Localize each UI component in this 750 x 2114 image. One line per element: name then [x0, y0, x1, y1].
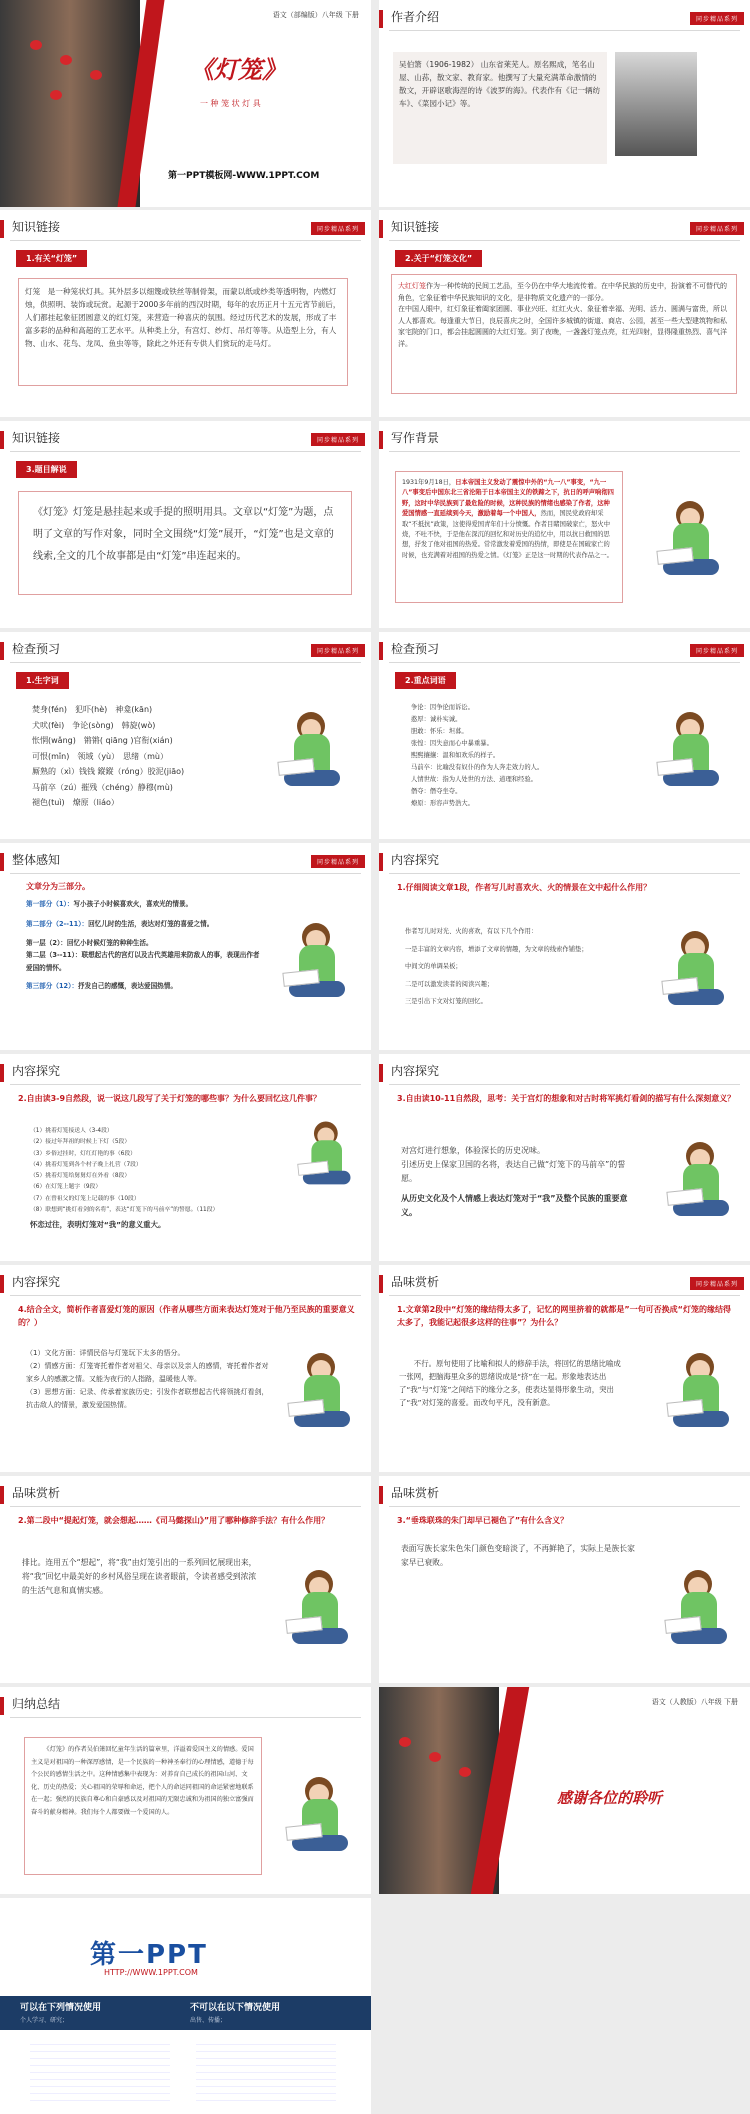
- question: 1.文章第2段中“灯笼的缘结得太多了，记忆的网里挤着的就都是”一句可否换成“灯笼的缘结得太多了，我能记起很多这样的往事”？为什么？: [397, 1305, 731, 1327]
- appreciate-slide-3: [379, 1476, 750, 1683]
- girl-illustration: [649, 712, 729, 812]
- girl-illustration: [654, 931, 734, 1031]
- question: 1.仔细阅读文章1段，作者写儿时喜欢火、火的情景在文中起什么作用？: [397, 883, 652, 892]
- answer-text: 不行。原句使用了比喻和拟人的修辞手法，将回忆的思绪比喻成一张网，把脑海里众多的思绪说成是“挤”在一起。形象地表达出了“我”与“灯笼”之间结下的缘分之多，使表达显得形象生动，突出了“我”对灯笼的喜爱。而改句平凡，没有新意。: [399, 1359, 621, 1407]
- word-list: 争论：因争论而诉讼。 憨厚：诚朴实诚。 胆敢：怀乐：坦暮。 张惶：因失意而心中暴重暴。 熙熙攘攘：温和如欢乐的样子。 马前卒：比喻没有奴仆的作为人奔走效力的人。 人情世故：指为人处世的方法、道理和经验。 僭夺：僭夺坐夺。 燎原：形容声势浩大。: [411, 704, 544, 807]
- brand-url: HTTP://WWW.1PPT.COM: [104, 1968, 198, 1977]
- series-tag: 同步精品系列: [311, 222, 365, 235]
- appreciate-slide-2: [0, 1476, 371, 1683]
- slide-title: 检查预习: [12, 642, 61, 656]
- girl-illustration: [270, 712, 350, 812]
- girl-illustration: [657, 1570, 737, 1670]
- explore-slide-3: [379, 1054, 750, 1261]
- girl-illustration: [275, 923, 355, 1023]
- cover-subtitle: 一 种 笼 状 灯 具: [200, 99, 261, 108]
- brand-slide: [0, 1898, 371, 2114]
- preview-slide-1: [0, 632, 371, 839]
- background-slide: [379, 421, 750, 628]
- slide-title: 内容探究: [12, 1064, 61, 1078]
- explore-slide-4: [0, 1265, 371, 1472]
- question: 3.自由读10-11自然段，思考：关于宫灯的想象和对古时将军挑灯看剑的描写有什么深刻意义？: [397, 1094, 736, 1103]
- question: 2.第二段中“提起灯笼，就会想起……《司马懿探山》”用了哪种修辞手法？有什么作用？: [18, 1516, 330, 1525]
- answer-text: 表面写族长家朱色朱门颜色变暗淡了，不再鲜艳了，实际上是族长家家早已衰败。: [401, 1544, 635, 1567]
- slide-title: 整体感知: [12, 853, 61, 867]
- slide-title: 品味赏析: [391, 1486, 440, 1500]
- no-title: 不可以在以下情况使用: [190, 2003, 281, 2013]
- slide-title: 品味赏析: [12, 1486, 61, 1500]
- series-tag: 同步精品系列: [690, 644, 744, 657]
- slide-title: 归纳总结: [12, 1697, 61, 1711]
- title-explain: 《灯笼》灯笼是悬挂起来或手提的照明用具。文章以“灯笼”为题，点明了文章的写作对象，同时全文围绕“灯笼”展开，“灯笼”也是文章的线索,全文的几个故事都是由“灯笼”串连起来的。: [18, 491, 352, 595]
- answer-list: 作者写儿时对光、火的喜欢，有以下几个作用： 一是丰富的文章内容，增添了文章的情趣，为文章的线索作铺垫； 中间文的单调呆板； 二是可以激发读者的阅读兴趣； 三是引出下文对灯笼的回忆。: [405, 928, 588, 1005]
- background-text: 1931年9月18日，日本帝国主义发动了震惊中外的“九一八”事变，“九一八”事变后中国东北三省沦陷于日本帝国主义的铁蹄之下，抗日的呼声响彻四野，这时中华民族到了最危险的时候，这种民族的情绪也感染了作者，这种爱国情感一直延续到今天，激励着每一个中国人，然而，国民党政府却采取“不抵抗”政策，这使得爱国青年们十分愤慨。作者目睹国破家亡，怒火中烧，不吐不快，于是他在深沉的回忆和对历史的追忆中，用以抗日救国的思想，抒发了他对祖国的热爱。常常激发着爱国的热情，即使是在国破家亡的时候，也充满着对祖国的热爱之情。《灯笼》正是这一时期的代表作品之一。: [395, 471, 623, 603]
- girl-illustration: [659, 1142, 739, 1242]
- appreciate-slide-1: [379, 1265, 750, 1472]
- knowledge-slide-2: [379, 210, 750, 417]
- slide-title: 知识链接: [391, 220, 440, 234]
- summary-text: 《灯笼》的作者吴伯箫回忆童年生活的篇章里，洋溢着爱国主义的情感。爱国主义是对祖国的一种深厚感情，是一个民族的一种神圣奉行的心理情感，道德于每个公民的感情生活之中。这种情感集中表现为：对养育自己成长的祖国山河、文化、历史的热爱；关心祖国的荣辱和命运，把个人的命运同祖国的命运紧密地联系在一起；强烈的民族自尊心和自豪感以及对祖国的无限忠诚和为祖国的独立富强而奋斗的献身精神。我们每个人都要做一个爱国的人。: [24, 1737, 262, 1875]
- girl-illustration: [280, 1353, 360, 1453]
- girl-illustration: [649, 501, 729, 601]
- series-tag: 同步精品系列: [690, 12, 744, 25]
- no-sub: 出售、传播；: [190, 2017, 227, 2024]
- series-tag: 同步精品系列: [311, 855, 365, 868]
- slide-title: 品味赏析: [391, 1275, 440, 1289]
- question: 2.自由读3-9自然段，说一说这几段写了关于灯笼的哪些事？为什么要回忆这几件事？: [18, 1094, 322, 1103]
- series-tag: 同步精品系列: [690, 222, 744, 235]
- author-text: 吴伯箫（1906-1982） 山东省莱芜人。原名熙成，笔名山屋、山荪，散文家、教育家。他撰写了大量充满革命激情的散文，开辟讴歌海涅的诗《波罗的海》。代表作有《记一辆纺车》、《菜园小记》等。: [393, 52, 607, 164]
- girl-illustration: [659, 1353, 739, 1453]
- slide-title: 内容探究: [391, 853, 440, 867]
- thanks-slide: [379, 1687, 750, 1894]
- slide-title: 写作背景: [391, 431, 440, 445]
- slide-title: 内容探究: [391, 1064, 440, 1078]
- knowledge-slide-1: [0, 210, 371, 417]
- slide-title: 知识链接: [12, 431, 61, 445]
- author-slide: [379, 0, 750, 207]
- section-pill: 2.重点词语: [395, 672, 456, 689]
- brand-logo: 第一PPT: [90, 1940, 208, 1970]
- question: 4.结合全文，简析作者喜爱灯笼的原因（作者从哪些方面来表达灯笼对于他乃至民族的重要意义的？）: [18, 1305, 355, 1327]
- slide-title: 检查预习: [391, 642, 440, 656]
- explore-slide-1: [379, 843, 750, 1050]
- cover-slide: [0, 0, 371, 207]
- thanks-header: 语文（人教版）八年级 下册: [651, 1698, 738, 1706]
- series-tag: 同步精品系列: [311, 644, 365, 657]
- street-photo: [0, 0, 140, 207]
- section-pill: 2.关于“灯笼文化”: [395, 250, 482, 267]
- knowledge-slide-3: [0, 421, 371, 628]
- thanks-text: 感谢各位的聆听: [557, 1789, 663, 1807]
- series-tag: 同步精品系列: [311, 433, 365, 446]
- girl-illustration: [291, 1122, 359, 1207]
- preview-slide-2: [379, 632, 750, 839]
- knowledge-text: 大红灯笼作为一种传统的民间工艺品，至今仍在中华大地流传着。在中华民族的历史中，扮演着不可替代的角色，它象征着中华民族知识的文化，是非物质文化遗产的一部分。 在中国人眼中，红灯象征着阖家团圆、事业兴旺、红红火火、象征着幸福、光明、活力、圆满与富贵，所以人人都喜欢。每逢重大节日，良辰喜庆之时，全国许多城镇的街道、商店、公园，甚至一些大型建筑物和私家宅院的门口，都会挂起圆圆的大红灯笼。到了夜晚，一盏盏灯笼点亮，红光四射，显得隆重热烈、喜气洋洋。: [391, 274, 737, 394]
- series-tag: 同步精品系列: [690, 1277, 744, 1290]
- section-pill: 1.生字词: [16, 672, 69, 689]
- structure-list: 文章分为三部分。 第一部分（1）：写小孩子小时候喜欢火，喜欢光的情景。 第二部分（2--11）：回忆儿时的生活，表达对灯笼的喜爱之情。 第一层（2）：回忆小时候灯笼的种种生活。 第二层（3--11）：联想起古代的宫灯以及古代英雄用来防敌人的事，表现出作者爱国的情怀。 第三部分（12）：抒发自己的感慨，表达爱国热情。: [26, 882, 260, 990]
- author-portrait: [615, 52, 697, 156]
- answer-list: （1）挑着灯笼接送人（3-4段） （2）接过年拜祖的时候上下灯（5段） （3）乡俗过挂时，灯红灯艳的事（6段） （4）挑着灯笼到各个村子晚上扎营（7段） （5）挑着灯笼给舅舅灯在外看（8段） （6）在灯笼上题字（9段） （7）在曾祖父的灯笼上记载的事（10段） （8）联想到“挑灯看剑的名将”，表达“灯笼下的马前卒”的誓愿。（11段） 怀恋过往，表明灯笼对“我”的意义重大。: [30, 1128, 219, 1230]
- slide-title: 作者介绍: [391, 10, 440, 24]
- ok-title: 可以在下列情况使用: [20, 2003, 102, 2013]
- section-pill: 3.题目解说: [16, 461, 77, 478]
- explore-slide-2: [0, 1054, 371, 1261]
- answer-list: （1）文化方面：详情民俗与灯笼玩下太多的悟分。 （2）情感方面：灯笼寄托着作者对祖父、母亲以及亲人的感情，寄托着作者对家乡人的感激之情。又能为夜行的人指路，温暖他人等。 （3）思想方面：记录、传承着家族历史；引发作者联想起古代将领挑灯看剑，抗击敌人的情景，激发爱国热情。: [26, 1349, 269, 1409]
- summary-slide: [0, 1687, 371, 1894]
- question: 3.“垂珠联珠的朱门却早已褪色了”有什么含义？: [397, 1516, 569, 1525]
- girl-illustration: [278, 1777, 358, 1877]
- overall-slide: [0, 843, 371, 1050]
- vocab-list: 焚身(fén) 犯吓(hè) 神龛(kān) 犬吠(fèi) 争论(sòng) 韩旋(wò) 怅惘(wǎng) 锵锵( qiāng )官衔(xián) 可恨(mǐn) 领域（yù） 思绪（mù） 厮熟的（xì）钱钱 鏦鏦（róng）胶泥(jiāo) 马前卒（zú）摧残（chéng）静穆(mù) 褪色(tuì) 燎原（liáo）: [32, 705, 185, 807]
- cover-header: 语文（部编版）八年级 下册: [272, 11, 359, 19]
- ok-sub: 个人学习、研究；: [20, 2017, 69, 2024]
- cover-title: 《灯笼》: [190, 56, 286, 84]
- answer-text: 排比。连用五个“想起”，将“我”由灯笼引出的一系列回忆展现出来，将“我”回忆中最美好的乡村风俗呈现在读者眼前，令读者感受到浓浓的生活气息和真情实感。: [22, 1558, 257, 1595]
- knowledge-text: 灯笼 是一种笼状灯具。其外层多以细篾或铁丝等制骨架，而蒙以纸或纱类等透明物，内燃灯烛，供照明、装饰或玩赏。起源于2000多年前的西汉时期，每年的农历正月十五元宵节前后，人们都挂起象征团圆意义的红灯笼，来营造一种喜庆的氛围。经过历代艺术的发展，形成了丰富多彩的品种和高超的工艺水平。从种类上分，有宫灯、纱灯、吊灯等等。从造型上分，有人物、山水、花鸟、龙凤、鱼虫等等，除此之外还有专供人们赏玩的走马灯。: [18, 278, 348, 386]
- slide-title: 知识链接: [12, 220, 61, 234]
- girl-illustration: [278, 1570, 358, 1670]
- slide-title: 内容探究: [12, 1275, 61, 1289]
- answer-text: 对宫灯进行想象，体验深长的历史况味。 引述历史上保家卫国的名将，表达自己做“灯笼下的马前卒”的誓愿。 从历史文化及个人情感上表达灯笼对于“我”及整个民族的重要意义。: [401, 1146, 628, 1217]
- cover-site: 第一PPT模板网-WWW.1PPT.COM: [168, 171, 320, 181]
- section-pill: 1.有关“灯笼”: [16, 250, 87, 267]
